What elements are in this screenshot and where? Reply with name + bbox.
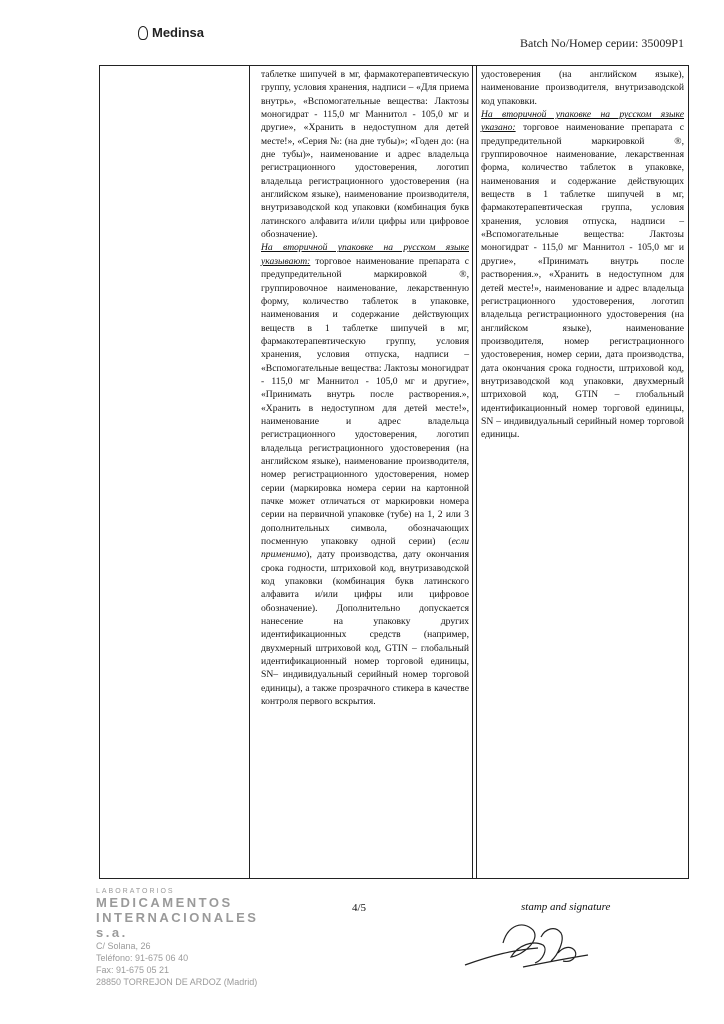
col2-paragraph-2: торговое наименование препарата с предупредительной маркировкой ®, группировочное наименование, лекарственную форму, количество таблеток в упаковке, наименования и содержание действующих веществ в 1 таблетке шипучей в мг, фармакотерапевтическую группу, условия хранения, условия отпуска, надписи – «Вспомогательные вещества: Лактозы моногидрат - 115,0 мг Маннитол - 105,0 мг и другие», «Принимать внутрь после растворения.», «Хранить в недоступном для детей месте!», наименование и адрес владельца регистрационного удостоверения, логотип владельца регистрационного удостоверения (на английском языке), наименование производителя, номер регистрационного удостоверения, номер серии (маркировка номера серии на картонной пачке может отличаться от маркировки номера серии на первичной упаковке (тубе) на 1, 2 или 3 дополнительных символа, обозначающих посменную упаковку одной серии) (	[261, 255, 469, 548]
company-lab: LABORATORIOS	[96, 888, 175, 895]
column-divider-1	[249, 66, 250, 878]
cell-proposed-text	[261, 68, 469, 709]
company-name-1: MEDICAMENTOS	[96, 895, 233, 910]
col2-secondary-heading: На вторичной упаковке на русском языке указывают:	[261, 242, 469, 267]
col3-secondary-heading: На вторичной упаковке на русском языке указано:	[481, 109, 684, 134]
content-table	[99, 65, 689, 879]
company-logo	[138, 25, 204, 40]
batch-number: Batch No/Номер серии: 35009P1	[520, 36, 684, 50]
column-divider-2	[472, 66, 477, 878]
company-city: 28850 TORREJON DE ARDOZ (Madrid)	[96, 977, 258, 987]
col2-italic-note: если применимо	[261, 536, 469, 561]
company-name-2: INTERNACIONALES s.a.	[96, 910, 259, 940]
col3-paragraph-1: удостоверения (на английском языке), наименование производителя, внутризаводской код упаковки.	[481, 69, 684, 107]
logo-text: Medinsa	[152, 25, 205, 40]
cell-current-text	[481, 68, 684, 442]
col3-paragraph-2: торговое наименование препарата с предупредительной маркировкой ®, группировочное наименование, лекарственная форма, количество таблеток в упаковке, наименования и содержание действующих веществ в 1 таблетке шипучей в мг, фармакотерапевтическая группа, условия хранения, условия отпуска, надписи – «Вспомогательные вещества: Лактозы моногидрат - 115,0 мг Маннитол - 105,0 мг и другие», «Принимать внутрь после растворения.», «Хранить в недоступном для детей месте!», наименование и адрес владельца регистрационного удостоверения, логотип владельца регистрационного удостоверения (на английском языке), наименование производителя, номер регистрационного удостоверения, номер серии, дата производства, дата окончания срока годности, штриховой код, внутризаводской код упаковки, двухмерный штриховой код, GTIN – глобальный идентификационный номер торговой единицы, SN – индивидуальный серийный номер торговой единицы.	[481, 122, 684, 441]
company-address: C/ Solana, 26	[96, 941, 151, 951]
company-phone: Teléfono: 91-675 06 40	[96, 953, 189, 963]
col2-paragraph-2-end: ), дату производства, дату окончания срока годности, штриховой код, внутризаводской код упаковки (комбинация букв латинского алфавита и/или цифры или цифровое обозначение). Дополнительно допускается нанесение на упаковку других идентификационных средств (например, двухмерный штриховой код, GTIN – глобальный идентификационный номер торговой единицы, SN– индивидуальный серийный номер торговой единицы), а также прозрачного стикера в качестве контроля первого вскрытия.	[261, 549, 469, 708]
signature-icon	[463, 915, 593, 975]
company-fax: Fax: 91-675 05 21	[96, 965, 170, 975]
col2-paragraph-1: таблетке шипучей в мг, фармакотерапевтическую группу, условия хранения, надписи – «Для приема внутрь», «Вспомогательные вещества: Лактозы моногидрат - 115,0 мг Маннитол - 105,0 мг и другие», «Хранить в недоступном для детей месте!», «Серия №: (на дне тубы)»; «Годен до: (на дне тубы)», наименование и адрес владельца регистрационного удостоверения, логотип владельца регистрационного удостоверения (на английском языке), наименование производителя, внутризаводской код упаковки (комбинация букв латинского алфавита и/или цифры или цифровое обозначение).	[261, 69, 469, 241]
page-number: 4/5	[352, 902, 367, 914]
company-stamp	[96, 888, 286, 988]
medinsa-logo-icon	[138, 26, 148, 40]
stamp-label: stamp and signature	[521, 901, 611, 913]
